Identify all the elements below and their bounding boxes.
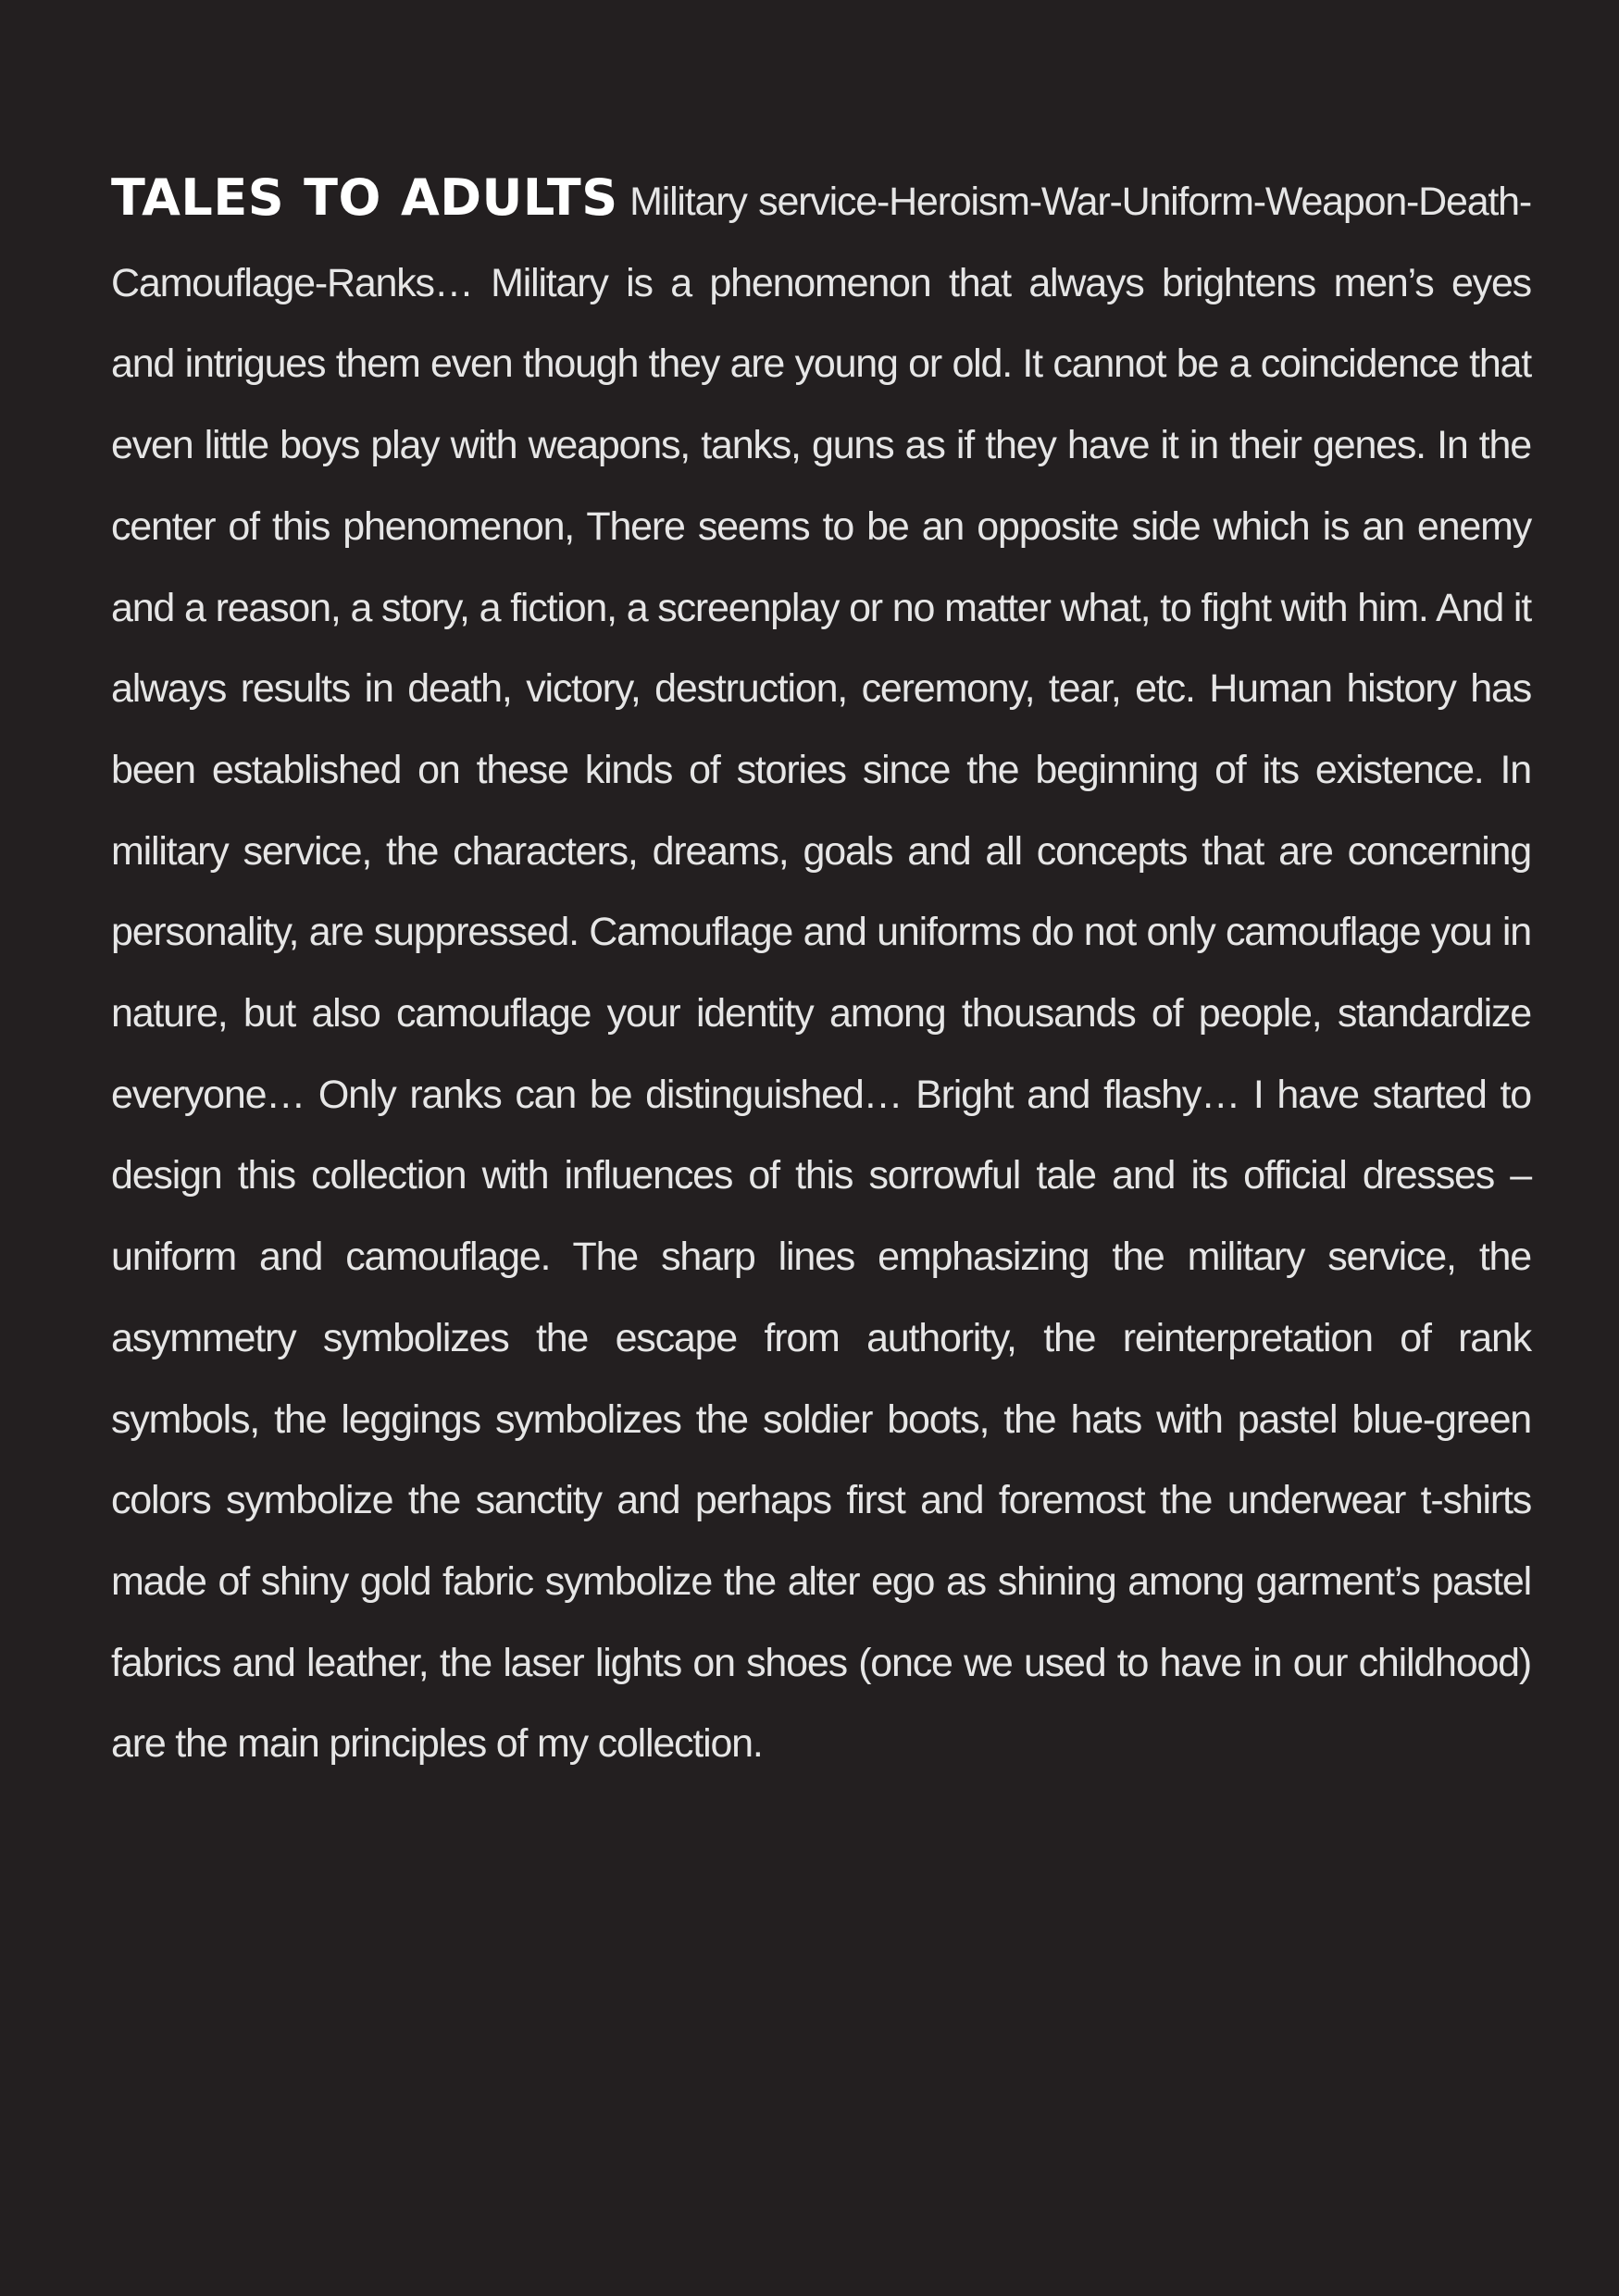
collection-statement xyxy=(111,157,1531,1785)
body-text: Military service-Heroism-War-Uniform-Weapon-Death-Camouflage-Ranks… Military is a phenomenon that always brightens men’s eyes and intrigues them even though they are young or old. It cannot be a coincidence that even little boys play with weapons, tanks, guns as if they have it in their genes. In the center of this phenomenon, There seems to be an opposite side which is an enemy and a reason, a story, a fiction, a screenplay or no matter what, to fight with him. And it always results in death, victory, destruction, ceremony, tear, etc. Human history has been established on these kinds of stories since the beginning of its existence. In military service, the characters, dreams, goals and all concepts that are concerning personality, are suppressed. Camouflage and uniforms do not only camouflage you in nature, but also camouflage your identity among thousands of people, standardize everyone… Only ranks can be distinguished… Bright and flashy… I have started to design this collection with influences of this sorrowful tale and its official dresses – uniform and camouflage. The sharp lines emphasizing the military service, the asymmetry symbolizes the escape from authority, the reinterpretation of rank symbols, the leggings symbolizes the soldier boots, the hats with pastel blue-green colors symbolize the sanctity and perhaps first and foremost the underwear t-shirts made of shiny gold fabric symbolize the alter ego as shining among garment’s pastel fabrics and leather, the laser lights on shoes (once we used to have in our childhood) are the main principles of my collection. xyxy=(111,180,1532,1767)
document-title: TALES TO ADULTS xyxy=(111,168,618,227)
